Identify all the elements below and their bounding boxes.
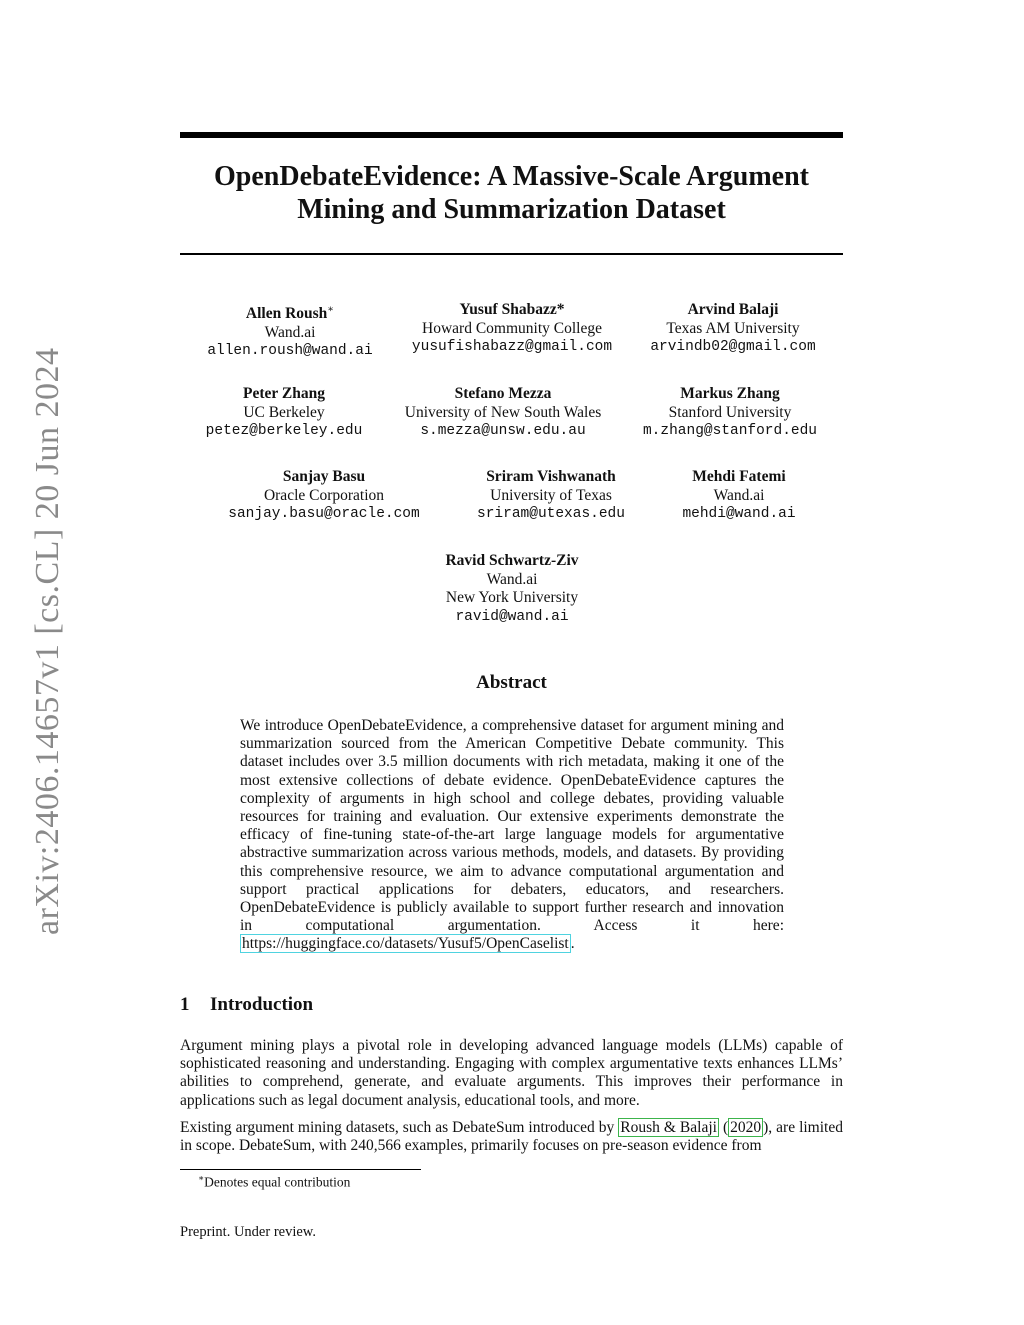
author-affiliation: University of Texas bbox=[490, 486, 612, 504]
author-name: Allen Roush∗ bbox=[245, 304, 335, 323]
abstract-heading: Abstract bbox=[476, 672, 547, 693]
author-name: Arvind Balaji bbox=[687, 301, 779, 318]
author-affiliation: Wand.ai bbox=[264, 323, 316, 341]
title-line-2: Mining and Summarization Dataset bbox=[297, 194, 726, 225]
dataset-link[interactable]: https://huggingface.co/datasets/Yusuf5/OpenCaselist bbox=[242, 935, 569, 953]
author-email[interactable]: sriram@utexas.edu bbox=[477, 506, 625, 522]
author-name: Peter Zhang bbox=[243, 385, 325, 402]
author-email[interactable]: yusufishabazz@gmail.com bbox=[411, 339, 613, 355]
title-bottom-rule bbox=[180, 253, 843, 255]
abstract-end-period: . bbox=[570, 935, 575, 953]
author-affiliation: Wand.ai bbox=[486, 570, 538, 588]
abstract-text: We introduce OpenDebateEvidence, a comprehensive dataset for argument mining and summarization sourced from the American Competitive Debate community. This dataset includes over 3.5 million documents with rich metadata, making it one of the most extensive collections of debate evidence. OpenDebateEvidence captures the complexity of arguments in high school and college debates, providing valuable resources for training and evaluation. Our extensive experiments demonstrate the efficacy of fine-tuning state-of-the-art large language models for argumentative abstractive summarization across various methods, models, and datasets. By providing this comprehensive resource, we aim to advance computational argumentation and support practical applications for debaters, educators, and researchers. OpenDebateEvidence is publicly available to support further research and innovation in computational argumentation. Access it here: bbox=[240, 717, 784, 935]
section-heading bbox=[180, 994, 313, 1016]
author-email[interactable]: allen.roush@wand.ai bbox=[207, 343, 373, 360]
author-block bbox=[194, 468, 454, 524]
preprint-note: Preprint. Under review. bbox=[180, 1224, 316, 1240]
author-email[interactable]: s.mezza@unsw.edu.au bbox=[420, 423, 586, 439]
intro-paragraph-2 bbox=[180, 1119, 843, 1155]
author-block bbox=[160, 301, 420, 361]
paragraph-text: ( bbox=[718, 1119, 729, 1136]
footnote-rule bbox=[180, 1169, 421, 1170]
author-name: Sriram Vishwanath bbox=[486, 468, 616, 485]
citation-link-year[interactable]: 2020 bbox=[730, 1119, 762, 1136]
author-block bbox=[609, 468, 869, 524]
author-affiliation: UC Berkeley bbox=[243, 403, 325, 421]
author-name: Stefano Mezza bbox=[454, 385, 552, 402]
author-email[interactable]: mehdi@wand.ai bbox=[682, 506, 796, 522]
citation-link-authors[interactable]: Roush & Balaji bbox=[620, 1119, 717, 1136]
author-email[interactable]: sanjay.basu@oracle.com bbox=[228, 506, 420, 522]
author-name: Ravid Schwartz-Ziv bbox=[445, 552, 579, 569]
title-top-rule bbox=[180, 132, 843, 138]
paragraph-text: ), are limited in scope. DebateSum, with 240,566 examples, primarily focuses on pre-season evidence from bbox=[180, 1119, 843, 1155]
author-affiliation: Texas AM University bbox=[666, 319, 800, 337]
footnote-text: Denotes equal contribution bbox=[204, 1174, 351, 1190]
author-affiliation: Stanford University bbox=[668, 403, 792, 421]
author-name: Sanjay Basu bbox=[282, 468, 366, 485]
author-affiliation-2: New York University bbox=[445, 589, 579, 606]
author-email[interactable]: arvindb02@gmail.com bbox=[650, 339, 816, 355]
section-number: 1 bbox=[180, 994, 190, 1015]
author-affiliation: Oracle Corporation bbox=[263, 486, 385, 504]
footnote-mark: ∗ bbox=[198, 1173, 205, 1183]
author-name: Mehdi Fatemi bbox=[692, 468, 786, 485]
abstract-body bbox=[240, 717, 784, 954]
title-line-1: OpenDebateEvidence: A Massive-Scale Argument bbox=[214, 161, 809, 192]
paper-title bbox=[180, 160, 843, 226]
footnote bbox=[198, 1173, 350, 1191]
author-name: Yusuf Shabazz* bbox=[459, 301, 565, 318]
author-block bbox=[373, 385, 633, 441]
author-email[interactable]: petez@berkeley.edu bbox=[205, 423, 363, 439]
paragraph-text: Existing argument mining datasets, such as DebateSum introduced by bbox=[180, 1119, 619, 1136]
author-name: Markus Zhang bbox=[680, 385, 780, 402]
intro-paragraph-1: Argument mining plays a pivotal role in developing advanced language models (LLMs) capable of sophisticated reasoning and understanding. Engaging with complex argumentative texts enhances LLMs’ abilities to comprehend, generate, and evaluate arguments. This improves their performance in applications such as legal document analysis, educational tools, and more. bbox=[180, 1037, 843, 1109]
author-block bbox=[603, 301, 863, 357]
author-affiliation: Wand.ai bbox=[713, 486, 765, 504]
author-email[interactable]: ravid@wand.ai bbox=[455, 608, 569, 625]
author-email[interactable]: m.zhang@stanford.edu bbox=[642, 423, 818, 439]
section-title: Introduction bbox=[210, 994, 314, 1015]
author-block bbox=[600, 385, 860, 441]
arxiv-identifier: arXiv:2406.14657v1 [cs.CL] 20 Jun 2024 bbox=[29, 347, 66, 935]
author-affiliation: Howard Community College bbox=[422, 319, 602, 337]
author-block bbox=[382, 552, 642, 626]
author-affiliation: University of New South Wales bbox=[404, 403, 602, 421]
